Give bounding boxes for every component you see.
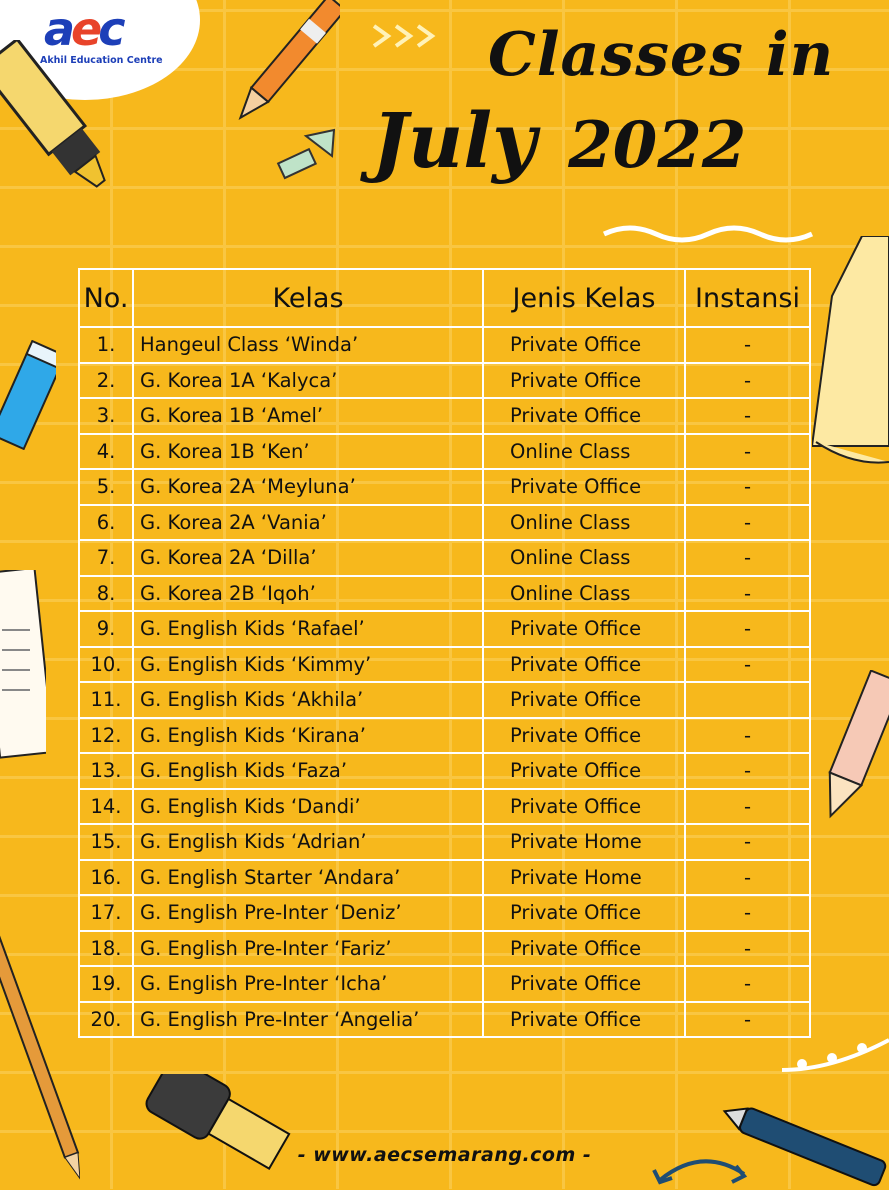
website-footer: - www.aecsemarang.com - bbox=[297, 1144, 592, 1166]
row-jenis-kelas: Private Office bbox=[483, 398, 685, 434]
logo-subtitle: Akhil Education Centre bbox=[40, 55, 163, 66]
row-jenis-kelas: Online Class bbox=[483, 540, 685, 576]
row-number: 19. bbox=[79, 966, 133, 1002]
row-jenis-kelas: Private Office bbox=[483, 363, 685, 399]
logo-mark: aec bbox=[44, 2, 122, 56]
row-kelas: G. English Pre-Inter ‘Fariz’ bbox=[133, 931, 483, 967]
pencil-icon bbox=[820, 670, 889, 830]
table-row bbox=[79, 966, 810, 1002]
row-kelas: G. English Kids ‘Adrian’ bbox=[133, 824, 483, 860]
row-instansi bbox=[685, 682, 810, 718]
row-instansi: - bbox=[685, 505, 810, 541]
table-row bbox=[79, 540, 810, 576]
table-row bbox=[79, 505, 810, 541]
row-kelas: G. English Kids ‘Faza’ bbox=[133, 753, 483, 789]
row-kelas: G. English Pre-Inter ‘Deniz’ bbox=[133, 895, 483, 931]
table-row bbox=[79, 611, 810, 647]
row-jenis-kelas: Private Office bbox=[483, 931, 685, 967]
notepad-icon bbox=[0, 570, 46, 760]
row-kelas: G. English Kids ‘Kimmy’ bbox=[133, 647, 483, 683]
row-number: 2. bbox=[79, 363, 133, 399]
arrows-doodle-icon bbox=[370, 20, 450, 54]
header-jenis-kelas: Jenis Kelas bbox=[483, 269, 685, 327]
row-instansi: - bbox=[685, 611, 810, 647]
row-jenis-kelas: Private Office bbox=[483, 611, 685, 647]
row-number: 5. bbox=[79, 469, 133, 505]
row-number: 20. bbox=[79, 1002, 133, 1038]
marker-cap-icon bbox=[120, 1074, 300, 1189]
row-number: 11. bbox=[79, 682, 133, 718]
marker-blue-icon bbox=[0, 340, 56, 450]
row-number: 14. bbox=[79, 789, 133, 825]
row-jenis-kelas: Private Office bbox=[483, 469, 685, 505]
row-number: 9. bbox=[79, 611, 133, 647]
header-instansi: Instansi bbox=[685, 269, 810, 327]
row-number: 1. bbox=[79, 327, 133, 363]
row-kelas: G. Korea 2B ‘Iqoh’ bbox=[133, 576, 483, 612]
title-year: 2022 bbox=[568, 108, 747, 183]
table-row bbox=[79, 576, 810, 612]
row-kelas: G. English Kids ‘Dandi’ bbox=[133, 789, 483, 825]
table-row bbox=[79, 434, 810, 470]
row-kelas: G. English Kids ‘Akhila’ bbox=[133, 682, 483, 718]
table-row bbox=[79, 647, 810, 683]
row-jenis-kelas: Online Class bbox=[483, 434, 685, 470]
table-row bbox=[79, 860, 810, 896]
row-jenis-kelas: Private Office bbox=[483, 647, 685, 683]
table-row bbox=[79, 824, 810, 860]
row-jenis-kelas: Private Office bbox=[483, 789, 685, 825]
squiggle-doodle-icon bbox=[600, 220, 830, 250]
table-row bbox=[79, 931, 810, 967]
row-kelas: G. Korea 1A ‘Kalyca’ bbox=[133, 363, 483, 399]
table-row bbox=[79, 753, 810, 789]
row-instansi: - bbox=[685, 718, 810, 754]
row-instansi: - bbox=[685, 363, 810, 399]
paper-cup-icon bbox=[812, 236, 889, 476]
row-kelas: G. Korea 2A ‘Dilla’ bbox=[133, 540, 483, 576]
row-kelas: G. English Kids ‘Kirana’ bbox=[133, 718, 483, 754]
highlighter-icon bbox=[0, 40, 120, 200]
row-instansi: - bbox=[685, 753, 810, 789]
row-number: 3. bbox=[79, 398, 133, 434]
row-jenis-kelas: Private Office bbox=[483, 718, 685, 754]
row-kelas: G. English Starter ‘Andara’ bbox=[133, 860, 483, 896]
table-header-row bbox=[79, 269, 810, 327]
row-jenis-kelas: Private Office bbox=[483, 753, 685, 789]
row-kelas: G. English Kids ‘Rafael’ bbox=[133, 611, 483, 647]
row-instansi: - bbox=[685, 540, 810, 576]
row-kelas: G. English Pre-Inter ‘Angelia’ bbox=[133, 1002, 483, 1038]
row-instansi: - bbox=[685, 895, 810, 931]
row-instansi: - bbox=[685, 824, 810, 860]
row-jenis-kelas: Private Office bbox=[483, 327, 685, 363]
row-number: 4. bbox=[79, 434, 133, 470]
row-number: 16. bbox=[79, 860, 133, 896]
row-instansi: - bbox=[685, 860, 810, 896]
row-jenis-kelas: Private Office bbox=[483, 895, 685, 931]
row-instansi: - bbox=[685, 1002, 810, 1038]
row-kelas: G. Korea 1B ‘Ken’ bbox=[133, 434, 483, 470]
row-number: 10. bbox=[79, 647, 133, 683]
table-row bbox=[79, 398, 810, 434]
table-body bbox=[79, 327, 810, 1037]
row-kelas: G. English Pre-Inter ‘Icha’ bbox=[133, 966, 483, 1002]
header-kelas: Kelas bbox=[133, 269, 483, 327]
row-kelas: G. Korea 2A ‘Meyluna’ bbox=[133, 469, 483, 505]
row-instansi: - bbox=[685, 789, 810, 825]
eraser-icon bbox=[276, 126, 340, 192]
row-kelas: G. Korea 2A ‘Vania’ bbox=[133, 505, 483, 541]
table-row bbox=[79, 363, 810, 399]
table-row bbox=[79, 327, 810, 363]
row-instansi: - bbox=[685, 966, 810, 1002]
page-title-line2 bbox=[372, 96, 746, 185]
row-jenis-kelas: Private Home bbox=[483, 860, 685, 896]
table-row bbox=[79, 895, 810, 931]
header-no: No. bbox=[79, 269, 133, 327]
row-instansi: - bbox=[685, 647, 810, 683]
row-instansi: - bbox=[685, 469, 810, 505]
title-month: July bbox=[372, 96, 537, 185]
table-row bbox=[79, 789, 810, 825]
row-instansi: - bbox=[685, 931, 810, 967]
row-instansi: - bbox=[685, 398, 810, 434]
page-title-line1: Classes in bbox=[488, 20, 835, 90]
row-instansi: - bbox=[685, 576, 810, 612]
class-schedule-table bbox=[78, 268, 811, 1038]
row-jenis-kelas: Online Class bbox=[483, 505, 685, 541]
row-instansi: - bbox=[685, 327, 810, 363]
row-kelas: Hangeul Class ‘Winda’ bbox=[133, 327, 483, 363]
row-number: 12. bbox=[79, 718, 133, 754]
row-number: 7. bbox=[79, 540, 133, 576]
row-jenis-kelas: Online Class bbox=[483, 576, 685, 612]
table-row bbox=[79, 718, 810, 754]
row-number: 8. bbox=[79, 576, 133, 612]
row-kelas: G. Korea 1B ‘Amel’ bbox=[133, 398, 483, 434]
row-number: 15. bbox=[79, 824, 133, 860]
row-number: 18. bbox=[79, 931, 133, 967]
table-row bbox=[79, 1002, 810, 1038]
row-jenis-kelas: Private Office bbox=[483, 682, 685, 718]
table-row bbox=[79, 469, 810, 505]
row-jenis-kelas: Private Office bbox=[483, 1002, 685, 1038]
row-number: 6. bbox=[79, 505, 133, 541]
row-jenis-kelas: Private Office bbox=[483, 966, 685, 1002]
row-instansi: - bbox=[685, 434, 810, 470]
row-number: 13. bbox=[79, 753, 133, 789]
table-row bbox=[79, 682, 810, 718]
row-jenis-kelas: Private Home bbox=[483, 824, 685, 860]
row-number: 17. bbox=[79, 895, 133, 931]
